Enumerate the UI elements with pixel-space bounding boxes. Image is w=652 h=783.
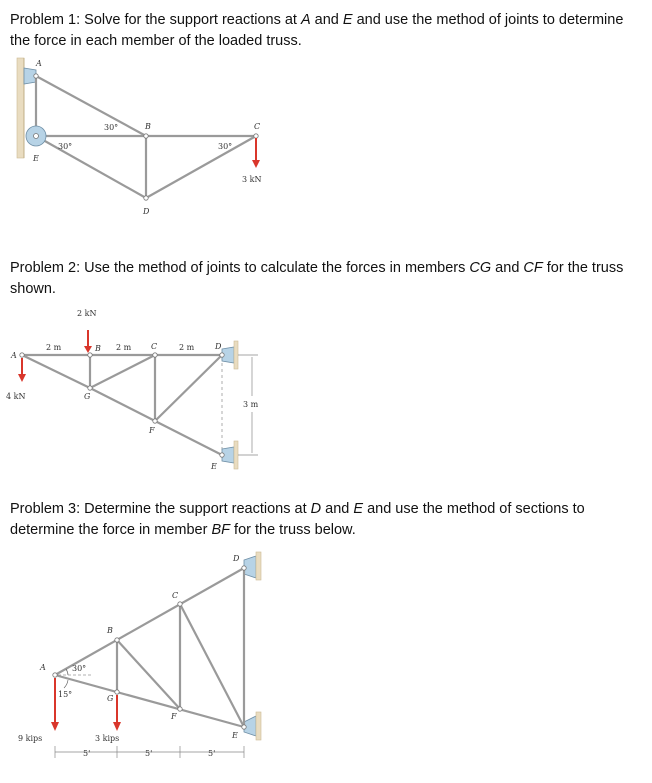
load-label-3kips: 3 kips: [95, 734, 120, 743]
joint-G-label: G: [84, 392, 91, 401]
load-label-9kips: 9 kips: [18, 734, 43, 743]
load-label-2kN: 2 kN: [77, 309, 97, 318]
member-CE: [180, 604, 244, 727]
joint-D-label: D: [143, 207, 150, 216]
dim-label-3: 2 m: [179, 343, 195, 352]
angle-label-1: 30°: [104, 123, 119, 132]
problem-2-label: Problem 2:: [10, 260, 81, 276]
angle-label-15: 15°: [58, 690, 73, 699]
support-E: [26, 126, 46, 146]
problem-1-statement: Problem 1: Solve for the support reactions at A and E and use the method of joints to determine the force in each member of the loaded truss.: [10, 12, 624, 49]
member-GFE: [90, 388, 222, 455]
member-FD: [155, 355, 222, 421]
joint-B-label: B: [95, 344, 101, 353]
joint-B-label: B: [145, 122, 151, 131]
member-DC: [146, 136, 256, 198]
support-E: [244, 716, 256, 736]
member-ABCD: [55, 568, 244, 675]
member-BF: [117, 640, 180, 709]
support-A: [24, 68, 36, 84]
joint-C-label: C: [151, 342, 158, 351]
angle-label-3: 30°: [218, 142, 233, 151]
problem-3-label: Problem 3:: [10, 501, 81, 517]
joint-A-label: A: [11, 351, 17, 360]
support-D: [244, 556, 256, 578]
angle-label-30: 30°: [72, 664, 87, 673]
support-D: [222, 347, 234, 363]
joint-D-label: D: [215, 342, 222, 351]
spacing-label-2: 5': [145, 749, 153, 758]
joint-F-label: F: [149, 426, 155, 435]
spacing-label-1: 5': [83, 749, 91, 758]
joint-B-label: B: [107, 626, 113, 635]
support-E: [222, 447, 234, 463]
joint-C-label: C: [172, 591, 179, 600]
member-GC: [90, 355, 155, 388]
problem-1-label: Problem 1:: [10, 12, 81, 28]
wall-support: [17, 58, 24, 158]
problem-3-statement: Problem 3: Determine the support reactions at D and E and use the method of sections to determine the force in member BF for the truss below.: [10, 501, 585, 538]
joint-E-label: E: [33, 154, 39, 163]
member-AB: [36, 76, 146, 136]
height-label: 3 m: [243, 400, 259, 409]
angle-label-2: 30°: [58, 142, 73, 151]
joint-C-label: C: [254, 122, 261, 131]
joint-E-label: E: [232, 731, 238, 740]
dim-label-2: 2 m: [116, 343, 132, 352]
joint-E-label: E: [211, 462, 217, 471]
load-label-C: 3 kN: [242, 175, 262, 184]
problem-2-statement: Problem 2: Use the method of joints to calculate the forces in members CG and CF for the truss shown.: [10, 260, 624, 297]
member-AGFE: [55, 675, 244, 727]
joint-A-label: A: [36, 59, 42, 68]
load-label-4kN: 4 kN: [6, 392, 26, 401]
spacing-label-3: 5': [208, 749, 216, 758]
member-AG: [22, 355, 90, 388]
joint-G-label: G: [107, 694, 114, 703]
dim-label-1: 2 m: [46, 343, 62, 352]
joint-F-label: F: [171, 712, 177, 721]
member-ED: [36, 136, 146, 198]
joint-A-label: A: [40, 663, 46, 672]
joint-D-label: D: [233, 554, 240, 563]
